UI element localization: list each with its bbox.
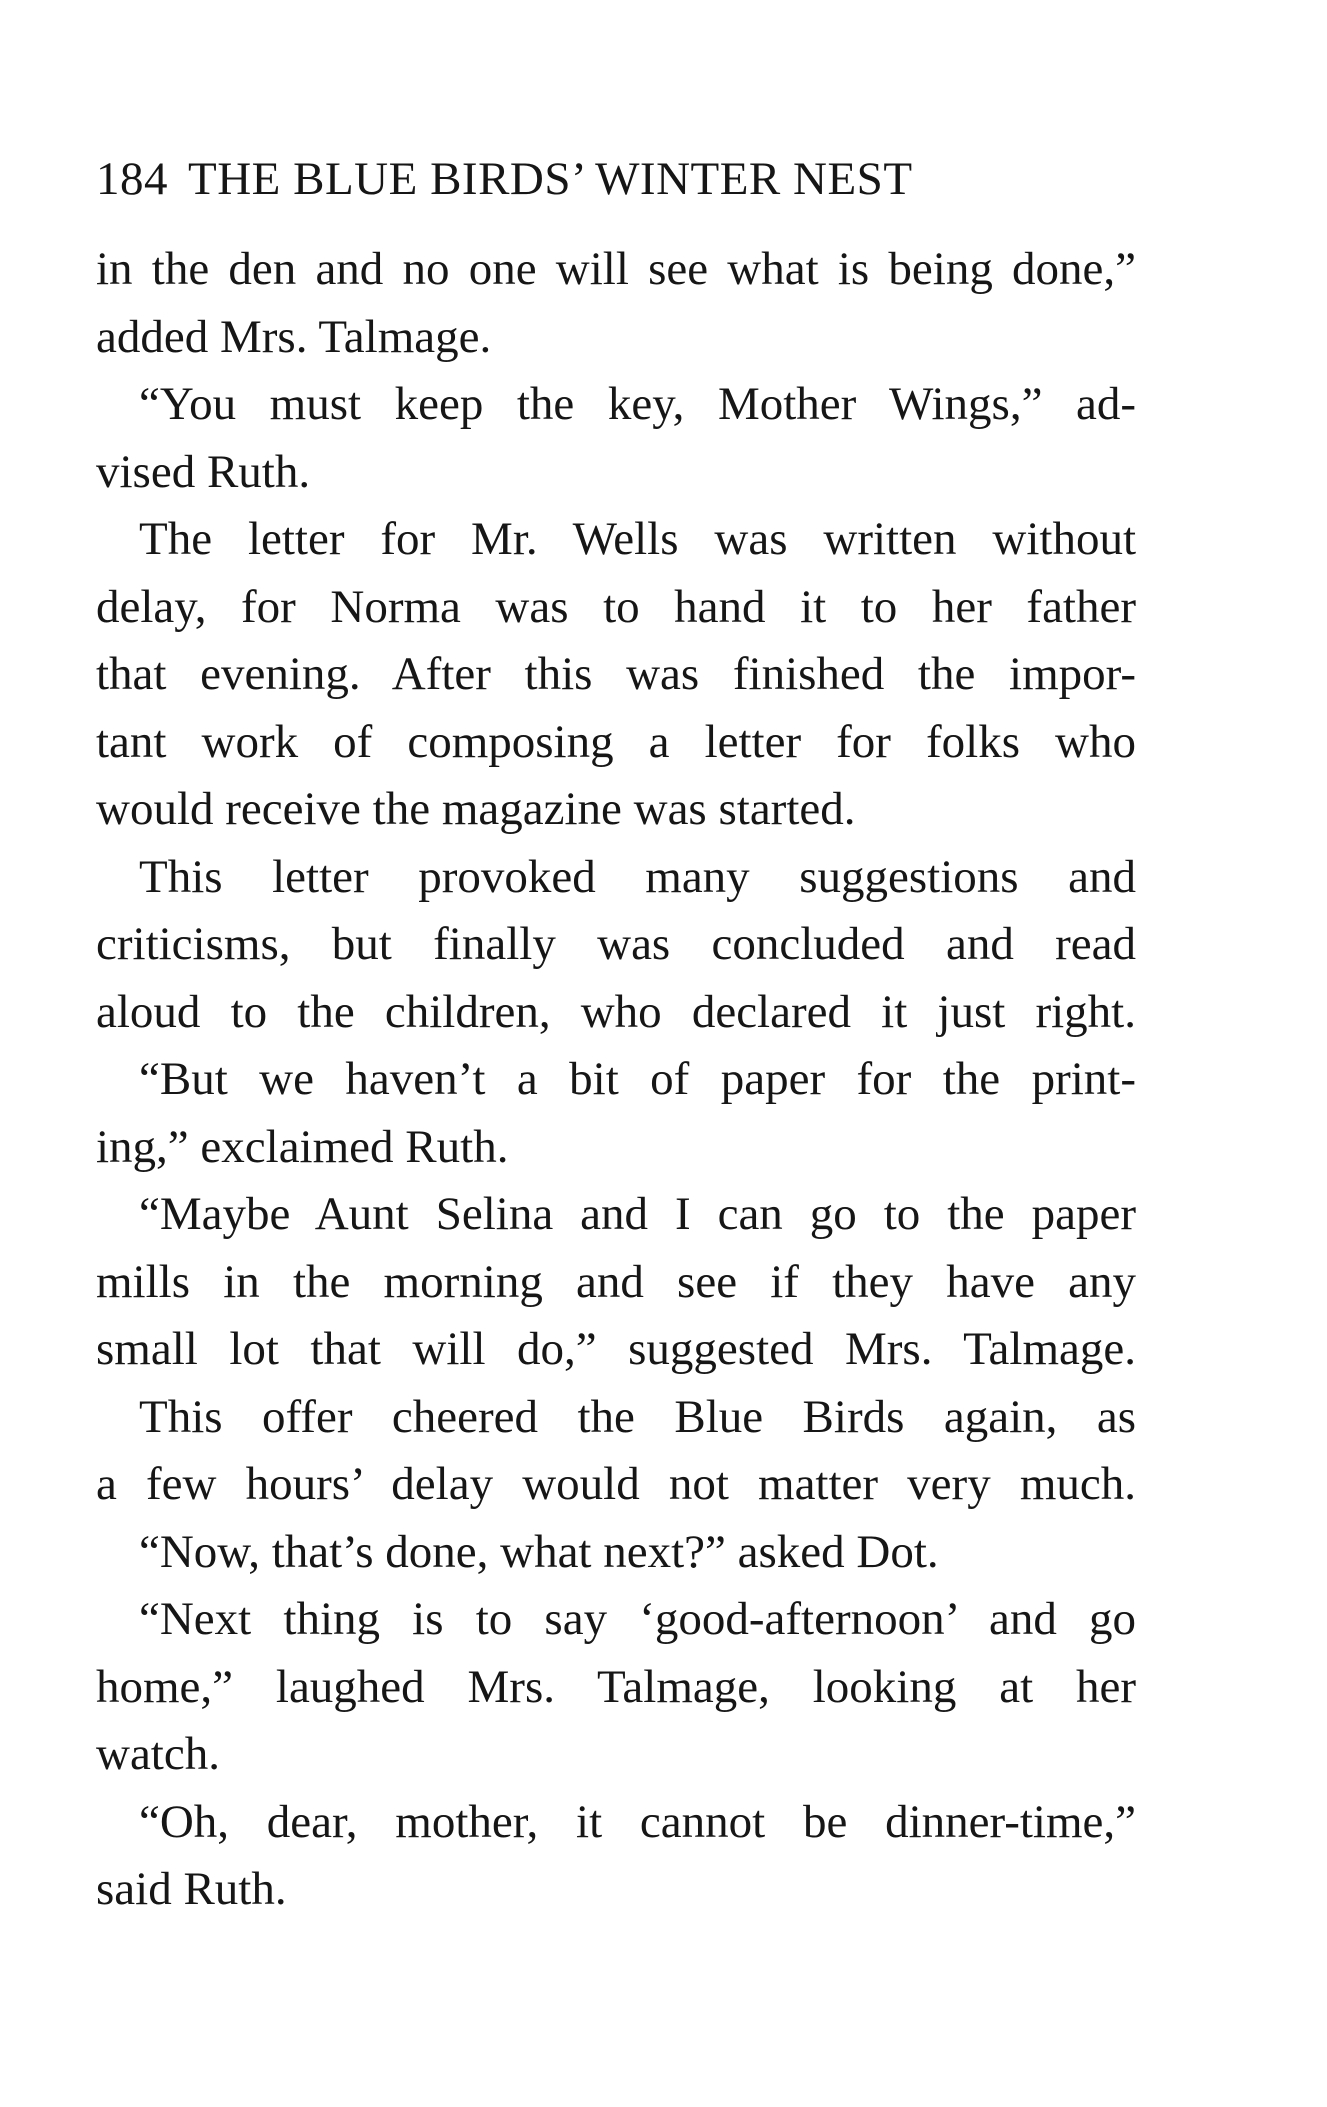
text-line: tant work of composing a letter for folks who	[96, 715, 1136, 768]
text-line: “You must keep the key, Mother Wings,” ad-	[139, 378, 1136, 430]
text-line: home,” laughed Mrs. Talmage, looking at her	[96, 1660, 1136, 1713]
text-line: criticisms, but finally was concluded and read	[96, 918, 1136, 970]
text-line: said Ruth.	[96, 1863, 287, 1915]
text-line: This offer cheered the Blue Birds again, as	[139, 1390, 1136, 1443]
text-line: ing,” exclaimed Ruth.	[96, 1120, 509, 1173]
text-line: This letter provoked many suggestions and	[139, 850, 1136, 903]
page-body	[96, 236, 1136, 1924]
text-line: “But we haven’t a bit of paper for the print-	[139, 1053, 1136, 1105]
text-line: The letter for Mr. Wells was written without	[139, 513, 1136, 565]
text-line: “Oh, dear, mother, it cannot be dinner-time,”	[139, 1795, 1136, 1848]
text-line: small lot that will do,” suggested Mrs. Talmage.	[96, 1323, 1136, 1375]
text-line: that evening. After this was finished the impor-	[96, 648, 1136, 700]
text-line: delay, for Norma was to hand it to her father	[96, 580, 1136, 633]
text-line: “Maybe Aunt Selina and I can go to the paper	[139, 1188, 1136, 1240]
text-line: added Mrs. Talmage.	[96, 310, 492, 363]
text-line: “Now, that’s done, what next?” asked Dot.	[139, 1525, 939, 1578]
text-line: aloud to the children, who declared it just right.	[96, 985, 1136, 1038]
text-line: in the den and no one will see what is being done,”	[96, 243, 1136, 295]
text-line: watch.	[96, 1728, 220, 1780]
running-header	[96, 148, 1146, 210]
text-line: mills in the morning and see if they have any	[96, 1255, 1136, 1308]
text-line: would receive the magazine was started.	[96, 783, 856, 835]
text-line: a few hours’ delay would not matter very much.	[96, 1458, 1136, 1510]
text-line: vised Ruth.	[96, 445, 311, 498]
text-line: “Next thing is to say ‘good-afternoon’ and go	[139, 1593, 1136, 1645]
page-number: 184	[96, 153, 168, 205]
running-title: THE BLUE BIRDS’ WINTER NEST	[188, 153, 913, 205]
